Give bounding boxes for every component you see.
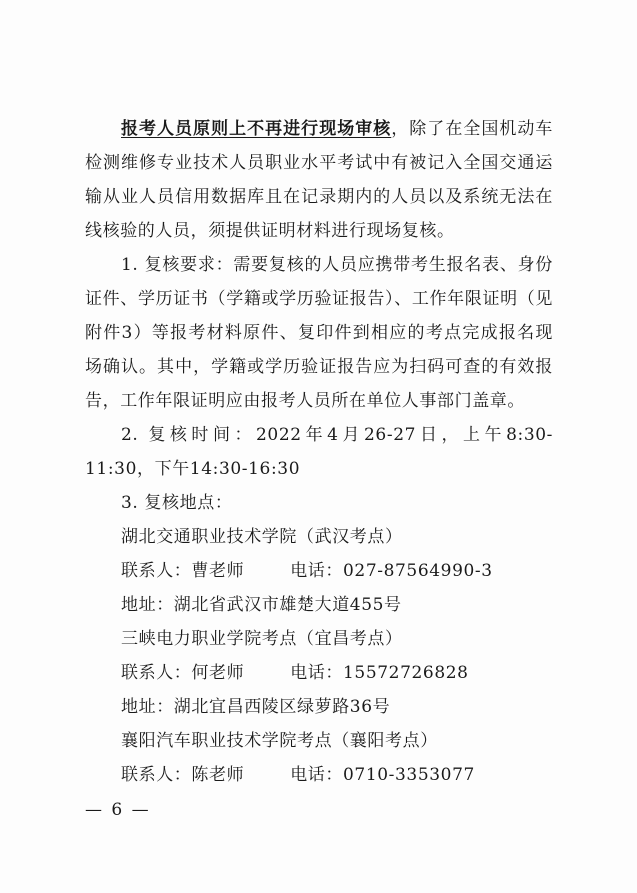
location-address: 地址：湖北宜昌西陵区绿萝路36号 xyxy=(121,697,391,717)
document-body xyxy=(85,112,553,792)
location-phone: 电话：0710-3353077 xyxy=(290,765,475,785)
location-contact: 联系人：陈老师 xyxy=(121,765,245,785)
location-contact-line xyxy=(85,758,553,792)
location-phone: 电话：15572726828 xyxy=(290,663,469,683)
location-contact: 联系人：曹老师 xyxy=(121,561,245,581)
location-phone: 电话：027-87564990-3 xyxy=(290,561,493,581)
location-contact: 联系人：何老师 xyxy=(121,663,245,683)
location-contact-line xyxy=(85,656,553,690)
location-name: 湖北交通职业技术学院（武汉考点） xyxy=(121,527,403,547)
page-number: — 6 — xyxy=(85,800,151,820)
item-2-time: 2. 复核时间：2022年4月26-27日，上午8:30-11:30，下午14:30-16:30 xyxy=(85,425,553,479)
intro-paragraph xyxy=(85,112,553,248)
item-1-requirements: 1. 复核要求：需要复核的人员应携带考生报名表、身份证件、学历证书（学籍或学历验证报告）、工作年限证明（见附件3）等报考材料原件、复印件到相应的考点完成报名现场确认。其中，学籍或学历验证报告应为扫码可查的有效报告，工作年限证明应由报考人员所在单位人事部门盖章。 xyxy=(85,255,553,411)
item-3-heading: 3. 复核地点： xyxy=(121,493,233,513)
intro-bold-lead: 报考人员原则上不再进行现场审核 xyxy=(121,119,392,139)
location-address: 地址：湖北省武汉市雄楚大道455号 xyxy=(121,595,402,615)
location-contact-line xyxy=(85,554,553,588)
location-name: 襄阳汽车职业技术学院考点（襄阳考点） xyxy=(121,731,438,751)
location-name: 三峡电力职业学院考点（宜昌考点） xyxy=(121,629,403,649)
intro-rest: ，除了在全国机动车检测维修专业技术人员职业水平考试中有被记入全国交通运输从业人员信用数据库且在记录期内的人员以及系统无法在线核验的人员，须提供证明材料进行现场复核。 xyxy=(85,119,554,241)
